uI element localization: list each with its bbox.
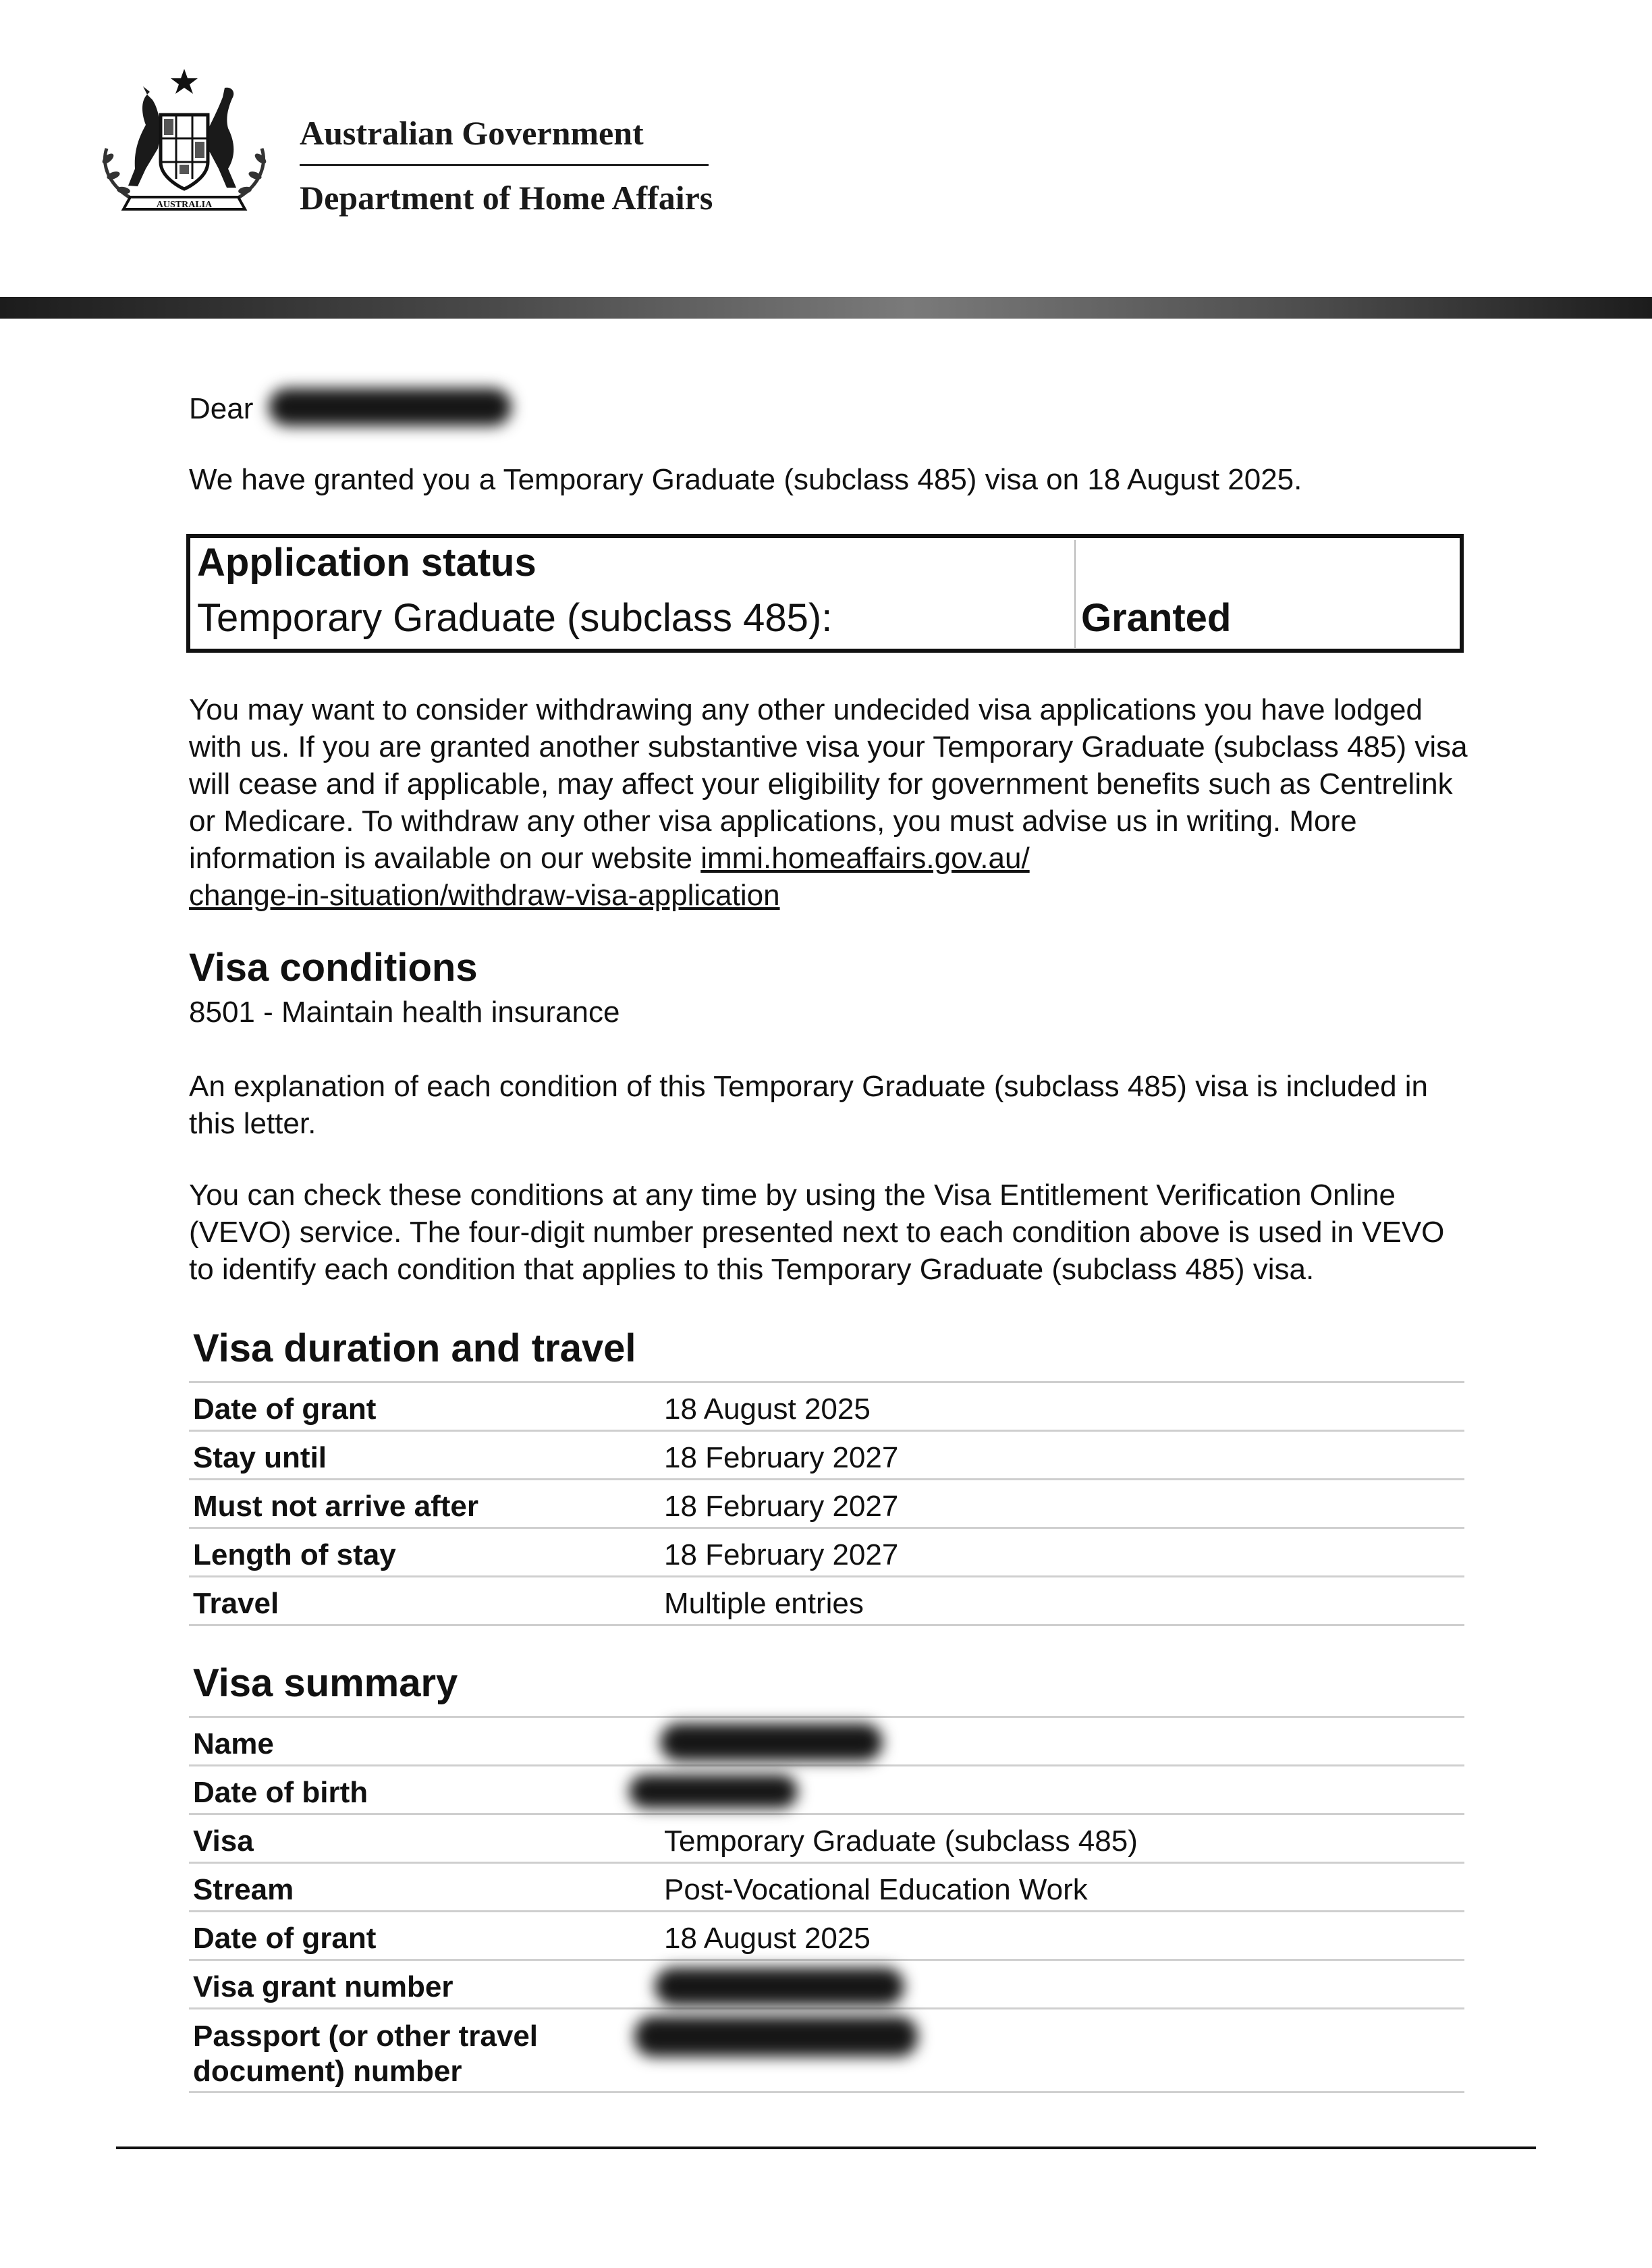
summary-label-date-of-birth: Date of birth <box>193 1776 368 1809</box>
summary-label-name: Name <box>193 1727 274 1760</box>
table-row <box>189 1480 1464 1529</box>
redacted-name <box>660 1723 883 1761</box>
duration-label-length-of-stay: Length of stay <box>193 1538 396 1571</box>
vevo-paragraph: You can check these conditions at any time by using the Visa Entitlement Verification Online (VEVO) service. The four-digit number presented next to each condition above is used in VEVO to identify each condition that applies to this Temporary Graduate (subclass 485) visa. <box>189 1179 1445 1286</box>
duration-label-date-of-grant: Date of grant <box>193 1393 377 1426</box>
application-status-title: Application status <box>197 541 536 585</box>
header-department-title: Department of Home Affairs <box>300 179 713 217</box>
duration-value-stay-until: 18 February 2027 <box>664 1441 899 1474</box>
redacted-recipient-name <box>269 388 512 426</box>
header-government-title: Australian Government <box>300 114 644 152</box>
table-row <box>189 1432 1464 1480</box>
withdraw-paragraph <box>189 691 1471 914</box>
duration-value-date-of-grant: 18 August 2025 <box>664 1393 871 1426</box>
redacted-passport-number <box>634 2016 918 2057</box>
withdraw-link-part-2: change-in-situation/withdraw-visa-application <box>189 879 780 912</box>
duration-label-stay-until: Stay until <box>193 1441 327 1474</box>
table-row <box>189 1961 1464 2009</box>
application-status-visa: Temporary Graduate (subclass 485): <box>197 596 833 640</box>
condition-8501: 8501 - Maintain health insurance <box>189 996 620 1029</box>
table-row <box>189 1766 1464 1815</box>
summary-value-date-of-grant: 18 August 2025 <box>664 1922 871 1955</box>
withdraw-paragraph-text: You may want to consider withdrawing any other undecided visa applications you have lodged with us. If you are granted another substantive visa your Temporary Graduate (subclass 485) visa will cease and if applicable, may affect your eligibility for government benefits such as Centrelink or Medicare. To withdraw any other visa applications, you must advise us in writing. More information is available on our website <box>189 693 1468 875</box>
header-divider <box>300 164 709 166</box>
grant-sentence: We have granted you a Temporary Graduate (subclass 485) visa on 18 August 2025. <box>189 463 1302 496</box>
duration-value-length-of-stay: 18 February 2027 <box>664 1538 899 1571</box>
salutation: Dear <box>189 392 254 425</box>
visa-conditions-heading: Visa conditions <box>189 946 478 990</box>
duration-label-must-not-arrive-after: Must not arrive after <box>193 1490 478 1523</box>
table-row <box>189 1864 1464 1912</box>
application-status-value: Granted <box>1081 596 1232 640</box>
visa-summary-heading: Visa summary <box>193 1661 458 1705</box>
summary-label-visa-grant-number: Visa grant number <box>193 1970 453 2003</box>
conditions-explanation: An explanation of each condition of this Temporary Graduate (subclass 485) visa is included in this letter. <box>189 1070 1429 1140</box>
duration-value-travel: Multiple entries <box>664 1587 864 1620</box>
summary-label-passport-number: Passport (or other travel document) number <box>193 2020 539 2088</box>
table-row <box>189 1383 1464 1432</box>
redacted-visa-grant-number <box>655 1968 904 2005</box>
table-row <box>189 1577 1464 1626</box>
summary-label-stream: Stream <box>193 1873 294 1906</box>
visa-duration-heading: Visa duration and travel <box>193 1326 636 1370</box>
withdraw-link-part-1: immi.homeaffairs.gov.au/ <box>700 842 1030 875</box>
footer-divider <box>116 2146 1536 2149</box>
crest-banner-text: AUSTRALIA <box>156 200 213 210</box>
summary-label-date-of-grant: Date of grant <box>193 1922 377 1955</box>
table-row <box>189 1529 1464 1577</box>
duration-value-must-not-arrive-after: 18 February 2027 <box>664 1490 899 1523</box>
coat-of-arms-logo <box>93 68 275 223</box>
table-row <box>189 1912 1464 1961</box>
summary-value-stream: Post-Vocational Education Work <box>664 1873 1088 1906</box>
table-row <box>189 1815 1464 1864</box>
table-row <box>189 2009 1464 2093</box>
summary-label-visa: Visa <box>193 1825 254 1858</box>
header-band <box>0 297 1652 319</box>
redacted-date-of-birth <box>629 1775 798 1808</box>
status-box-divider <box>1074 540 1076 648</box>
table-row <box>189 1718 1464 1766</box>
duration-label-travel: Travel <box>193 1587 279 1620</box>
summary-value-visa: Temporary Graduate (subclass 485) <box>664 1825 1138 1858</box>
